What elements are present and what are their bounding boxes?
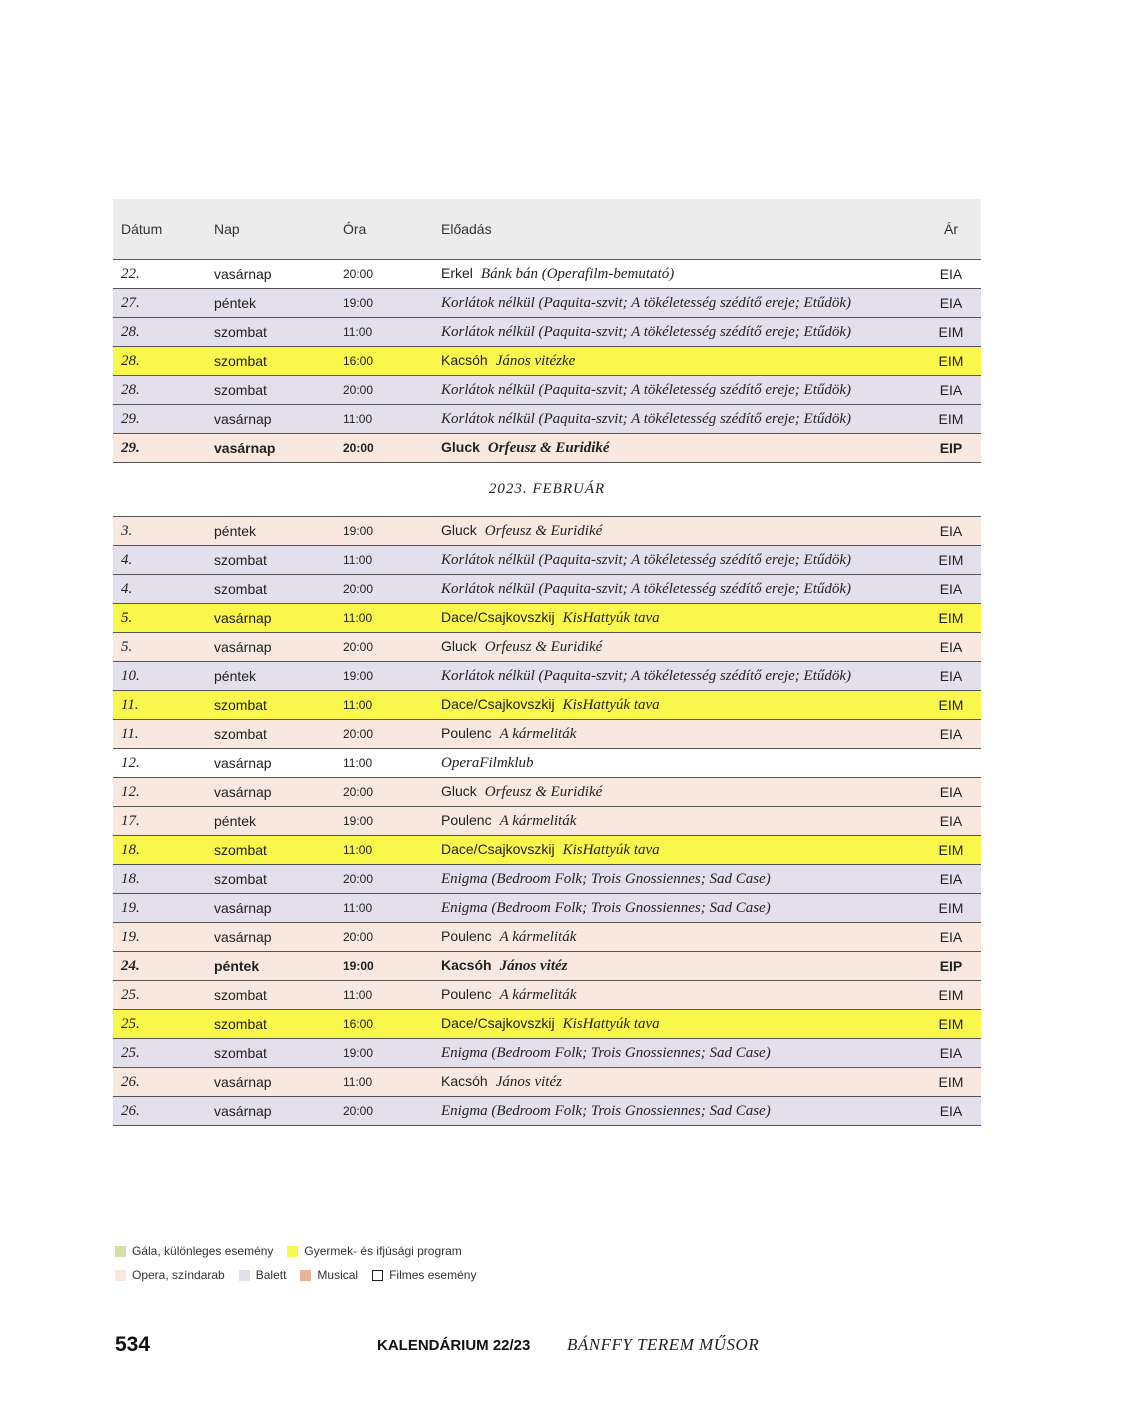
row-composer: Gluck <box>441 439 480 455</box>
row-price: EIM <box>938 610 964 626</box>
row-time: 20:00 <box>343 727 374 741</box>
february-rows <box>113 517 981 1126</box>
legend-opera <box>115 1268 225 1282</box>
row-time: 19:00 <box>343 296 374 310</box>
row-performance <box>431 812 921 830</box>
row-price: EIA <box>939 668 963 684</box>
row-day: vasárnap <box>214 440 276 456</box>
row-date: 4. <box>121 551 133 568</box>
row-day: vasárnap <box>214 610 272 626</box>
row-day: szombat <box>214 581 267 597</box>
row-date: 27. <box>121 294 140 311</box>
row-date: 11. <box>121 696 139 713</box>
row-title: Enigma (Bedroom Folk; Trois Gnossiennes; Sad Case) <box>441 1103 771 1119</box>
row-date: 28. <box>121 381 140 398</box>
table-row <box>113 1068 981 1097</box>
row-time: 11:00 <box>343 988 373 1002</box>
row-performance <box>431 323 921 341</box>
row-performance <box>431 1102 921 1120</box>
row-price: EIA <box>939 266 963 282</box>
row-day: szombat <box>214 1016 267 1032</box>
row-performance <box>431 667 921 685</box>
row-performance <box>431 638 921 656</box>
row-performance <box>431 352 921 370</box>
row-title: Korlátok nélkül (Paquita-szvit; A tökéletesség szédítő ereje; Etűdök) <box>441 552 852 568</box>
row-title: Bánk bán (Operafilm-bemutató) <box>480 266 675 282</box>
row-time: 11:00 <box>343 611 373 625</box>
row-composer: Kacsóh <box>441 957 492 973</box>
row-composer: Erkel <box>441 265 473 281</box>
row-performance <box>431 870 921 888</box>
row-performance <box>431 725 921 743</box>
legend-gala <box>115 1244 273 1258</box>
month-heading: 2023. FEBRUÁR <box>113 463 981 517</box>
row-composer: Poulenc <box>441 986 492 1002</box>
row-time: 11:00 <box>343 698 373 712</box>
row-price: EIA <box>939 581 963 597</box>
row-day: szombat <box>214 552 267 568</box>
row-performance <box>431 928 921 946</box>
row-date: 26. <box>121 1102 140 1119</box>
row-price: EIM <box>938 552 964 568</box>
row-title: Korlátok nélkül (Paquita-szvit; A tökéletesség szédítő ereje; Etűdök) <box>441 411 852 427</box>
row-performance <box>431 439 921 457</box>
table-row <box>113 691 981 720</box>
row-time: 11:00 <box>343 1075 373 1089</box>
legend-opera-label: Opera, színdarab <box>132 1268 225 1282</box>
row-day: vasárnap <box>214 1074 272 1090</box>
row-date: 29. <box>121 410 140 427</box>
row-date: 26. <box>121 1073 140 1090</box>
row-title: János vitéz <box>499 958 568 974</box>
row-price: EIA <box>939 929 963 945</box>
row-day: vasárnap <box>214 755 272 771</box>
row-performance <box>431 381 921 399</box>
row-performance <box>431 609 921 627</box>
row-time: 16:00 <box>343 354 374 368</box>
table-row <box>113 952 981 981</box>
legend-musical <box>300 1268 358 1282</box>
row-time: 11:00 <box>343 901 373 915</box>
row-date: 11. <box>121 725 139 742</box>
row-title: Korlátok nélkül (Paquita-szvit; A tökéletesség szédítő ereje; Etűdök) <box>441 382 852 398</box>
legend-film <box>372 1268 476 1282</box>
row-time: 20:00 <box>343 930 374 944</box>
row-composer: Dace/Csajkovszkij <box>441 609 555 625</box>
row-day: szombat <box>214 353 267 369</box>
row-date: 12. <box>121 754 140 771</box>
legend-gala-label: Gála, különleges esemény <box>132 1244 274 1258</box>
row-price: EIM <box>938 411 964 427</box>
row-day: vasárnap <box>214 784 272 800</box>
legend-film-label: Filmes esemény <box>389 1268 477 1282</box>
row-date: 17. <box>121 812 140 829</box>
row-date: 4. <box>121 580 133 597</box>
table-row <box>113 517 981 546</box>
row-date: 22. <box>121 265 140 282</box>
table-row <box>113 807 981 836</box>
table-row <box>113 633 981 662</box>
row-title: KisHattyúk tava <box>562 1016 660 1032</box>
legend-kids-label: Gyermek- és ifjúsági program <box>304 1244 462 1258</box>
row-time: 20:00 <box>343 441 374 455</box>
table-header <box>113 199 981 260</box>
row-performance <box>431 783 921 801</box>
row-day: szombat <box>214 382 267 398</box>
legend-ballet <box>239 1268 287 1282</box>
row-performance <box>431 1044 921 1062</box>
row-date: 25. <box>121 986 140 1003</box>
table-row <box>113 865 981 894</box>
row-performance <box>431 580 921 598</box>
row-title: A kármeliták <box>499 813 577 829</box>
row-price: EIA <box>939 784 963 800</box>
row-price: EIA <box>939 523 963 539</box>
row-date: 25. <box>121 1044 140 1061</box>
table-row <box>113 836 981 865</box>
row-day: péntek <box>214 295 257 311</box>
table-row <box>113 546 981 575</box>
row-day: szombat <box>214 697 267 713</box>
table-row <box>113 575 981 604</box>
row-time: 11:00 <box>343 843 373 857</box>
row-time: 20:00 <box>343 1104 374 1118</box>
legend-ballet-label: Balett <box>255 1268 287 1282</box>
table-row <box>113 749 981 778</box>
row-time: 20:00 <box>343 785 374 799</box>
page-footer <box>115 1333 1123 1359</box>
table-row <box>113 376 981 405</box>
row-title: Korlátok nélkül (Paquita-szvit; A tökéletesség szédítő ereje; Etűdök) <box>441 668 852 684</box>
row-date: 24. <box>121 957 140 974</box>
table-row <box>113 1010 981 1039</box>
table-row <box>113 260 981 289</box>
row-title: Korlátok nélkül (Paquita-szvit; A tökéletesség szédítő ereje; Etűdök) <box>441 324 852 340</box>
row-price: EIM <box>938 842 964 858</box>
row-title: Orfeusz & Euridiké <box>484 784 603 800</box>
table-row <box>113 318 981 347</box>
row-price: EIM <box>938 987 964 1003</box>
row-title: Enigma (Bedroom Folk; Trois Gnossiennes; Sad Case) <box>441 900 771 916</box>
row-composer: Poulenc <box>441 812 492 828</box>
row-price: EIA <box>939 295 963 311</box>
row-day: szombat <box>214 1045 267 1061</box>
row-date: 5. <box>121 609 133 626</box>
row-time: 20:00 <box>343 640 374 654</box>
row-time: 20:00 <box>343 267 374 281</box>
row-time: 11:00 <box>343 412 373 426</box>
row-price: EIM <box>938 1074 964 1090</box>
row-time: 20:00 <box>343 582 374 596</box>
row-title: Enigma (Bedroom Folk; Trois Gnossiennes; Sad Case) <box>441 871 771 887</box>
row-date: 18. <box>121 870 140 887</box>
row-price: EIM <box>938 353 964 369</box>
row-price: EIM <box>938 697 964 713</box>
row-day: szombat <box>214 324 267 340</box>
ballet-swatch-icon <box>239 1270 250 1281</box>
table-row <box>113 434 981 463</box>
row-title: A kármeliták <box>499 929 577 945</box>
row-title: János vitézke <box>495 353 576 369</box>
row-title: Korlátok nélkül (Paquita-szvit; A tökéletesség szédítő ereje; Etűdök) <box>441 581 852 597</box>
film-swatch-icon <box>372 1270 383 1281</box>
row-performance <box>431 551 921 569</box>
row-composer: Gluck <box>441 783 477 799</box>
row-time: 20:00 <box>343 872 374 886</box>
row-day: péntek <box>214 813 257 829</box>
row-price: EIP <box>939 440 963 456</box>
header-performance: Előadás <box>441 221 492 237</box>
row-composer: Dace/Csajkovszkij <box>441 696 555 712</box>
row-day: péntek <box>214 958 260 974</box>
row-title: KisHattyúk tava <box>562 697 660 713</box>
row-time: 11:00 <box>343 756 373 770</box>
row-price: EIA <box>939 639 963 655</box>
header-day: Nap <box>214 221 240 237</box>
row-title: Enigma (Bedroom Folk; Trois Gnossiennes; Sad Case) <box>441 1045 771 1061</box>
row-date: 3. <box>121 522 133 539</box>
row-day: vasárnap <box>214 411 272 427</box>
row-title: KisHattyúk tava <box>562 610 660 626</box>
row-price: EIM <box>938 324 964 340</box>
row-title: OperaFilmklub <box>441 755 534 771</box>
row-day: vasárnap <box>214 929 272 945</box>
row-date: 19. <box>121 899 140 916</box>
row-composer: Dace/Csajkovszkij <box>441 1015 555 1031</box>
legend <box>115 1244 490 1292</box>
header-price: Ár <box>944 221 958 237</box>
row-time: 19:00 <box>343 524 374 538</box>
row-date: 28. <box>121 352 140 369</box>
row-title: Korlátok nélkül (Paquita-szvit; A tökéletesség szédítő ereje; Etűdök) <box>441 295 852 311</box>
row-time: 11:00 <box>343 553 373 567</box>
row-title: A kármeliták <box>499 987 577 1003</box>
row-composer: Kacsóh <box>441 1073 488 1089</box>
row-title: Orfeusz & Euridiké <box>484 523 603 539</box>
row-price: EIA <box>939 813 963 829</box>
row-composer: Poulenc <box>441 928 492 944</box>
row-performance <box>431 1073 921 1091</box>
row-price: EIA <box>939 382 963 398</box>
opera-swatch-icon <box>115 1270 126 1281</box>
table-row <box>113 894 981 923</box>
row-performance <box>431 522 921 540</box>
row-date: 19. <box>121 928 140 945</box>
row-time: 19:00 <box>343 814 374 828</box>
row-title: Orfeusz & Euridiké <box>487 440 610 456</box>
kids-swatch-icon <box>287 1246 298 1257</box>
table-row <box>113 289 981 318</box>
row-composer: Poulenc <box>441 725 492 741</box>
row-day: péntek <box>214 668 257 684</box>
row-price: EIA <box>939 726 963 742</box>
row-performance <box>431 1015 921 1033</box>
row-day: szombat <box>214 842 267 858</box>
row-performance <box>431 957 921 975</box>
row-time: 11:00 <box>343 325 373 339</box>
row-day: szombat <box>214 871 267 887</box>
row-price: EIA <box>939 871 963 887</box>
row-performance <box>431 294 921 312</box>
row-title: KisHattyúk tava <box>562 842 660 858</box>
row-day: vasárnap <box>214 900 272 916</box>
row-composer: Kacsóh <box>441 352 488 368</box>
schedule-table <box>113 199 981 1126</box>
section-title: BÁNFFY TEREM MŰSOR <box>567 1335 760 1354</box>
row-performance <box>431 265 921 283</box>
row-date: 12. <box>121 783 140 800</box>
row-time: 16:00 <box>343 1017 374 1031</box>
publication-title: KALENDÁRIUM 22/23 <box>377 1337 531 1354</box>
row-day: vasárnap <box>214 1103 272 1119</box>
legend-kids <box>287 1244 461 1258</box>
row-time: 19:00 <box>343 669 374 683</box>
row-day: szombat <box>214 726 267 742</box>
musical-swatch-icon <box>300 1270 311 1281</box>
table-row <box>113 923 981 952</box>
table-row <box>113 662 981 691</box>
row-composer: Gluck <box>441 522 477 538</box>
january-rows <box>113 260 981 463</box>
row-price: EIM <box>938 900 964 916</box>
page-number: 534 <box>115 1333 151 1356</box>
row-performance <box>431 410 921 428</box>
row-time: 20:00 <box>343 383 374 397</box>
row-time: 19:00 <box>343 959 374 973</box>
row-composer: Dace/Csajkovszkij <box>441 841 555 857</box>
row-day: szombat <box>214 987 267 1003</box>
row-performance <box>431 986 921 1004</box>
table-row <box>113 720 981 749</box>
row-performance <box>431 899 921 917</box>
header-time: Óra <box>343 221 367 237</box>
row-date: 5. <box>121 638 133 655</box>
table-row <box>113 1039 981 1068</box>
header-date: Dátum <box>121 221 163 237</box>
row-date: 28. <box>121 323 140 340</box>
row-date: 29. <box>121 439 140 456</box>
row-composer: Gluck <box>441 638 477 654</box>
table-row <box>113 778 981 807</box>
row-price: EIA <box>939 1045 963 1061</box>
gala-swatch-icon <box>115 1246 126 1257</box>
row-day: vasárnap <box>214 639 272 655</box>
row-performance <box>431 696 921 714</box>
row-time: 19:00 <box>343 1046 374 1060</box>
row-price: EIP <box>939 958 963 974</box>
row-title: A kármeliták <box>499 726 577 742</box>
row-day: péntek <box>214 523 257 539</box>
row-date: 18. <box>121 841 140 858</box>
table-row <box>113 1097 981 1126</box>
row-title: Orfeusz & Euridiké <box>484 639 603 655</box>
table-row <box>113 981 981 1010</box>
row-title: János vitéz <box>495 1074 562 1090</box>
legend-musical-label: Musical <box>317 1268 359 1282</box>
row-date: 10. <box>121 667 140 684</box>
row-date: 25. <box>121 1015 140 1032</box>
table-row <box>113 405 981 434</box>
row-performance <box>431 841 921 859</box>
row-price: EIA <box>939 1103 963 1119</box>
row-performance <box>431 754 921 772</box>
row-day: vasárnap <box>214 266 272 282</box>
table-row <box>113 604 981 633</box>
row-price: EIM <box>938 1016 964 1032</box>
table-row <box>113 347 981 376</box>
